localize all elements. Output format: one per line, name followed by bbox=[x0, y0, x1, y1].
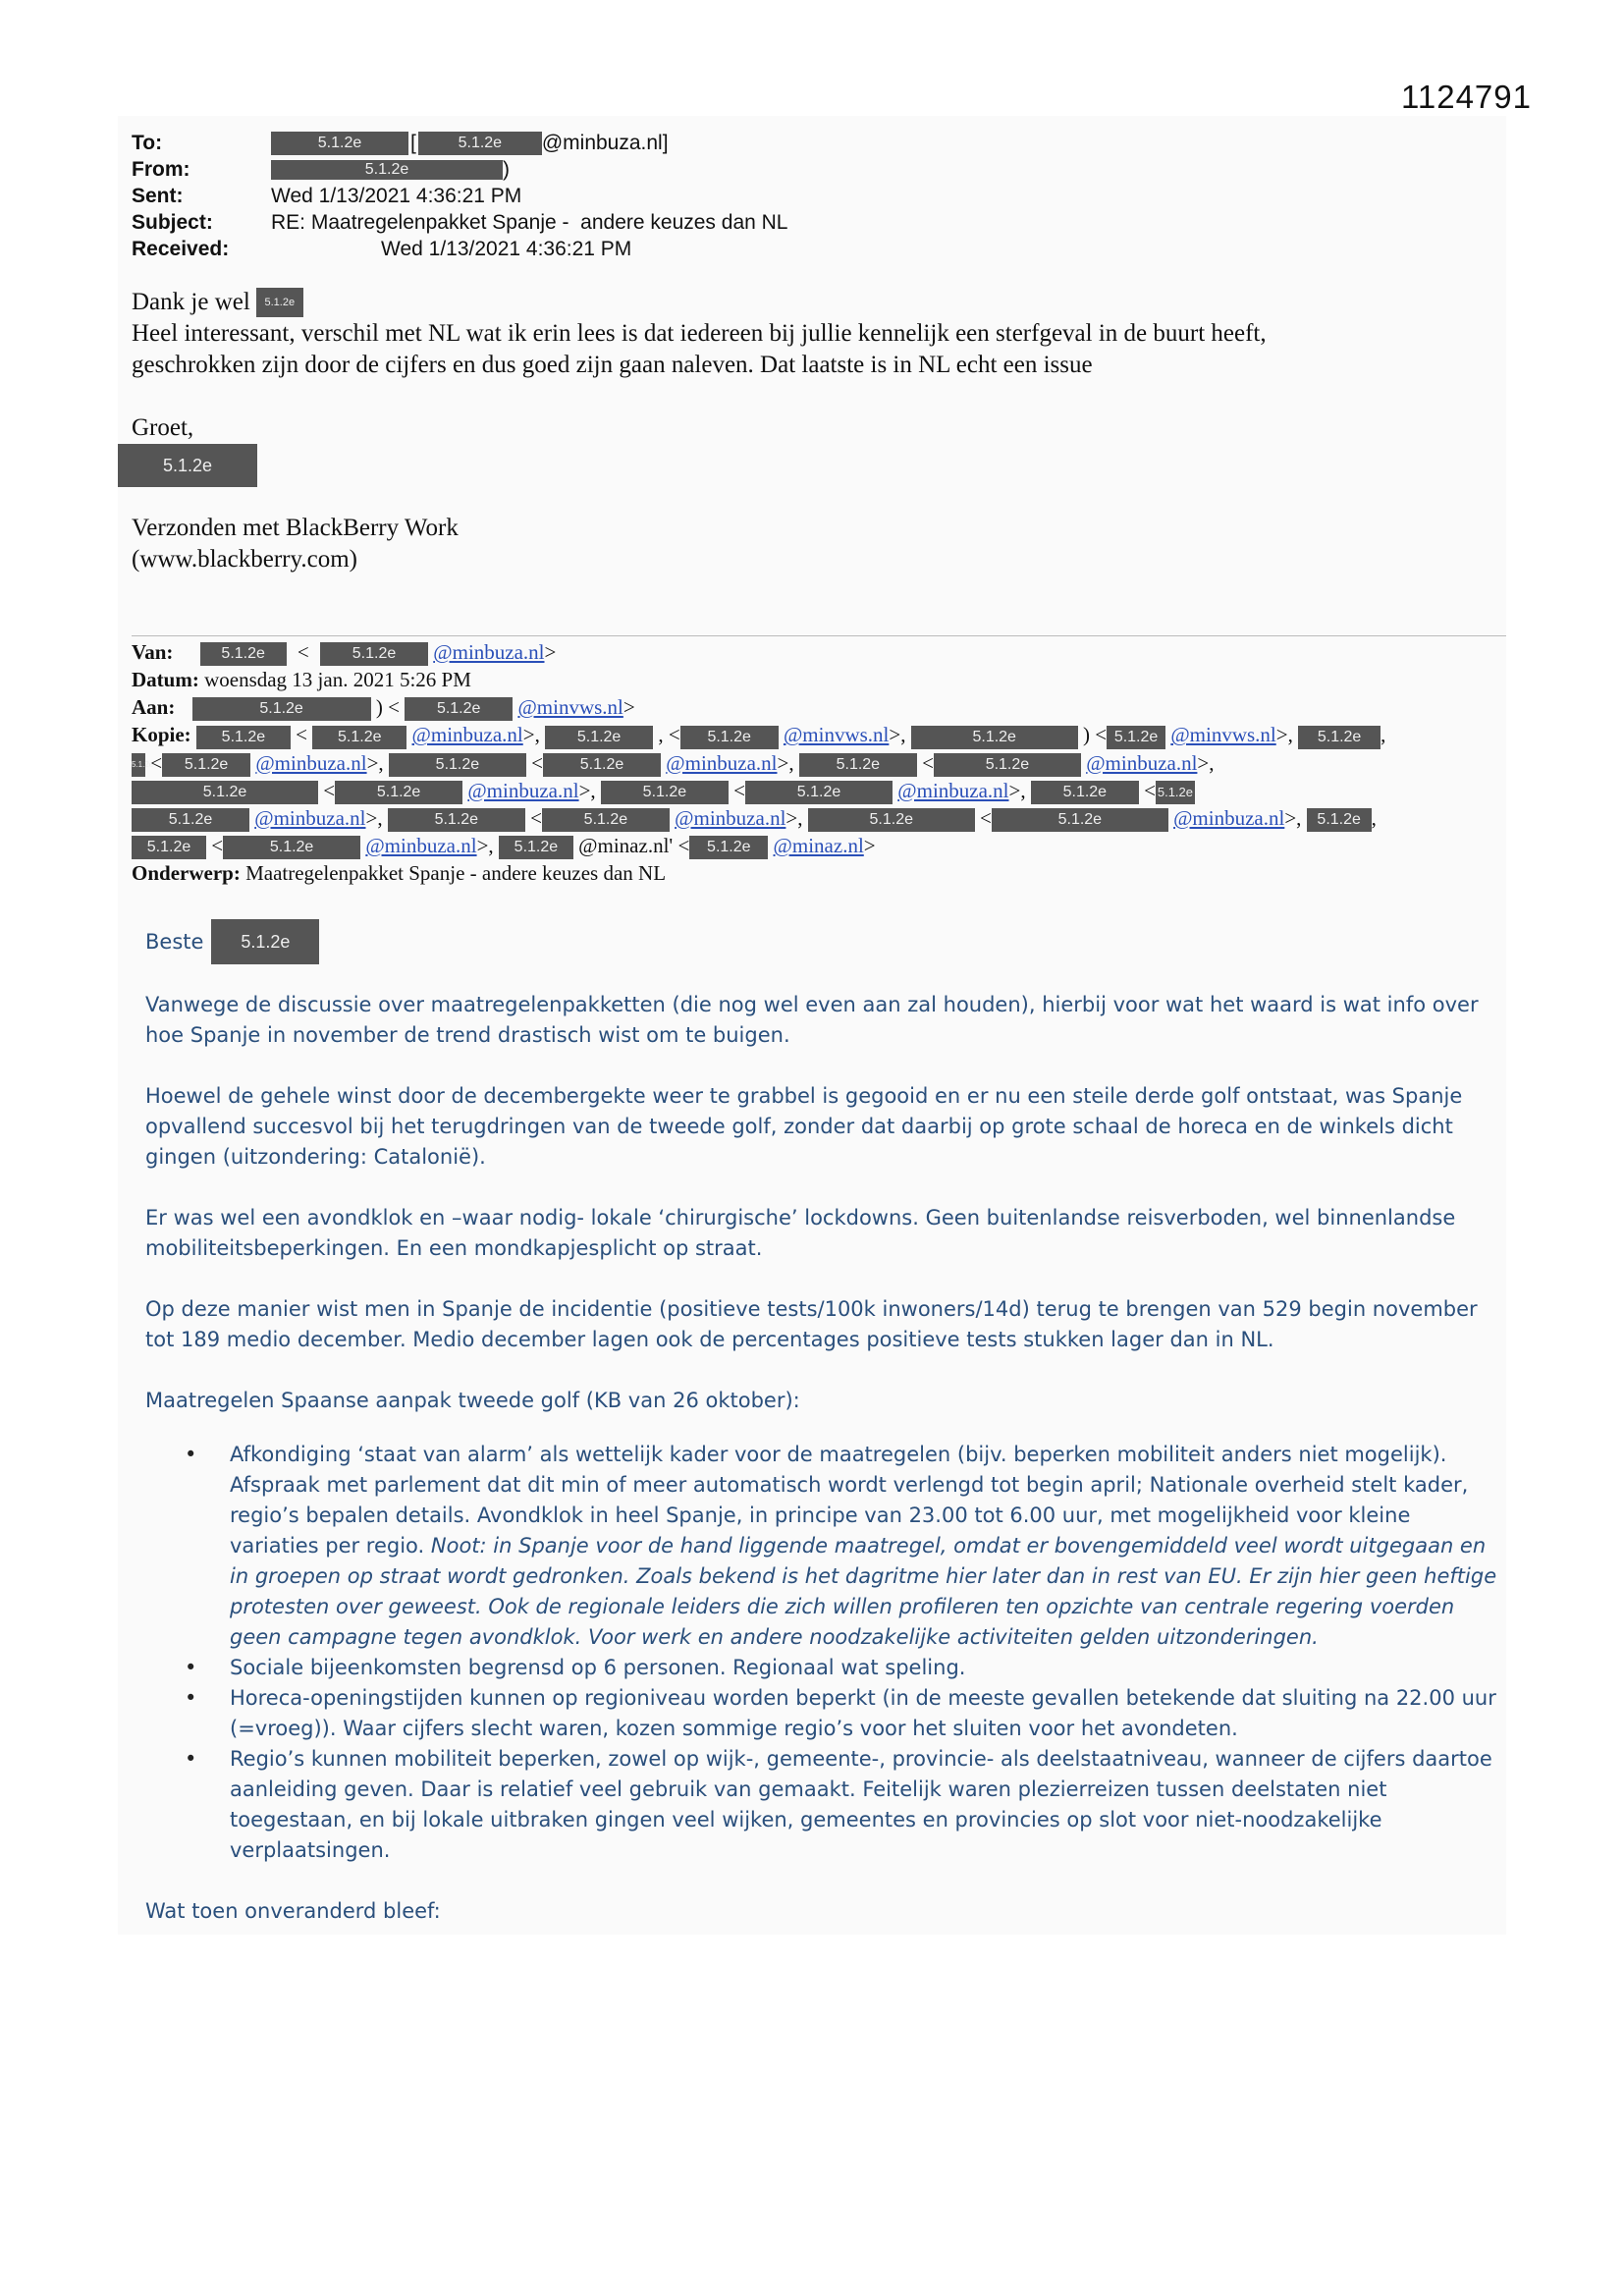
redaction: 5.1.2e bbox=[405, 697, 513, 721]
paragraph: Wat toen onveranderd bleef: bbox=[145, 1899, 441, 1923]
redaction: 5.1.2e bbox=[223, 836, 360, 859]
redaction: 5.1.2e bbox=[934, 753, 1081, 777]
redaction: 5.1.2e bbox=[992, 808, 1168, 832]
redaction: 5.1.2e bbox=[320, 642, 428, 666]
sent-value: Wed 1/13/2021 4:36:21 PM bbox=[271, 185, 522, 207]
email-header bbox=[132, 130, 788, 262]
forwarded-header bbox=[132, 638, 1506, 887]
email-link[interactable]: @minbuza.nl bbox=[666, 750, 778, 775]
sent-with-url: (www.blackberry.com) bbox=[132, 546, 357, 573]
message-body bbox=[145, 919, 1500, 1957]
redaction: 5.1.2e bbox=[162, 753, 250, 777]
closing: Groet, bbox=[132, 414, 194, 441]
email-link[interactable]: @minbuza.nl bbox=[897, 778, 1009, 802]
list-item: • Horeca-openingstijden kunnen op regioniveau worden beperkt (in de meeste gevallen betekende dat sluiting na 22.00 uur (=vroeg)). Waar cijfers slecht waren, kozen sommige regio’s voor het sluiten voor het avondeten. bbox=[145, 1683, 1500, 1744]
redaction: 5.1.2e bbox=[271, 160, 503, 180]
redaction: 5.1.2e bbox=[808, 808, 975, 832]
paragraph: Hoewel de gehele winst door de decembergekte weer te grabbel is gegooid en er nu een steile derde golf ontstaat, was Spanje opvallend succesvol bij het terugdringen van de tweede golf, zonder dat daarbij op grote schaal de horeca en de winkels dicht gingen (uitzondering: Catalonië). bbox=[145, 1084, 1463, 1169]
redaction: 5.1.2e bbox=[388, 808, 525, 832]
email-link[interactable]: @minbuza.nl bbox=[365, 834, 477, 858]
received-row: Received: Wed 1/13/2021 4:36:21 PM bbox=[132, 238, 632, 260]
signature-redaction: 5.1.2e bbox=[118, 444, 257, 487]
redaction: 5.1.2e bbox=[1307, 808, 1372, 832]
kopie-line: 5.1.2e < 5.1.2e @minbuza.nl>, 5.1.2e < 5.1.2e @minbuza.nl>, 5.1.2e < 5.1.2e bbox=[132, 777, 1506, 804]
redaction: 5.1.2e bbox=[601, 781, 729, 804]
redaction: 5.1.2e bbox=[499, 836, 573, 859]
redaction: 5.1.2e bbox=[1107, 726, 1165, 749]
email-link[interactable]: @minbuza.nl bbox=[1173, 805, 1285, 830]
email-link[interactable]: @minbuza.nl bbox=[411, 723, 523, 747]
document-number: 1124791 bbox=[1400, 79, 1532, 115]
greeting: Beste 5.1.2e bbox=[145, 919, 1500, 964]
redaction: 5.1.2e bbox=[543, 753, 661, 777]
aan-line: Aan: 5.1.2e ) < 5.1.2e @minvws.nl> bbox=[132, 693, 1506, 721]
van-line: Van: 5.1.2e < 5.1.2e @minbuza.nl> bbox=[132, 638, 1506, 666]
reply-body bbox=[132, 287, 1506, 575]
email-link[interactable]: @minbuza.nl bbox=[467, 778, 579, 802]
redaction: 5.1.2e bbox=[196, 726, 291, 749]
from-row: From: 5.1.2e ) bbox=[132, 158, 510, 181]
list-item: • Regio’s kunnen mobiliteit beperken, zowel op wijk-, gemeente-, provincie- als deelstaatniveau, wanneer de cijfers daartoe aanleiding geven. Daar is relatief veel gebruik van gemaakt. Feitelijk waren plezierreizen tussen deelstaten niet toegestaan, en bij lokale uitbraken gingen veel wijken, gemeentes en provincies op slot voor niet-noodzakelijke verplaatsingen. bbox=[145, 1744, 1500, 1866]
list-item: • Afkondiging ‘staat van alarm’ als wettelijk kader voor de maatregelen (bijv. beperken mobiliteit anders niet mogelijk). Afspraak met parlement dat dit min of meer automatisch wordt verlengd tot begin april; Nationale overheid stelt kader, regio’s bepalen details. Avondklok in heel Spanje, in principe van 23.00 tot 6.00 uur, met mogelijkheid voor kleine variaties per regio. Noot: in Spanje voor de hand liggende maatregel, omdat er bovengemiddeld veel wordt uitgegaan en in groepen op straat wordt gedronken. Zoals bekend is het dagritme hier later dan in rest van EU. Er zijn hier geen heftige protesten over geweest. Ook de regionale leiders die zich willen profileren ten opzichte van centrale regering voerden geen campagne tegen avondklok. Voor werk en andere noodzakelijke activiteiten gelden uitzonderingen. bbox=[145, 1440, 1500, 1653]
redaction: 5.1.2e bbox=[680, 726, 779, 749]
to-row: To: 5.1.2e [ 5.1.2e @minbuza.nl] bbox=[132, 132, 669, 154]
redaction: 5.1.2e bbox=[335, 781, 462, 804]
subject-row: Subject: RE: Maatregelenpakket Spanje - andere keuzes dan NL bbox=[132, 211, 788, 234]
redaction: 5.1.2e bbox=[200, 642, 287, 666]
email-link[interactable]: @minbuza.nl bbox=[1086, 750, 1198, 775]
redaction: 5.1.2e bbox=[1031, 781, 1139, 804]
redaction: 5.1.2e bbox=[271, 132, 408, 155]
redaction: 5.1.2e bbox=[418, 132, 542, 155]
redaction: 5.1.2e bbox=[132, 808, 249, 832]
redaction: 5.1.2e bbox=[132, 781, 318, 804]
paragraph: Vanwege de discussie over maatregelenpakketten (die nog wel even aan zal houden), hierbij voor wat het waard is wat info over hoe Spanje in november de trend drastisch wist om te buigen. bbox=[145, 993, 1479, 1047]
email-link[interactable]: @minbuza.nl bbox=[255, 750, 367, 775]
redaction: 5.1.2e bbox=[192, 697, 371, 721]
redaction: 5.1.2e bbox=[689, 836, 768, 859]
redaction: 5.1.2e bbox=[132, 836, 206, 859]
redaction: 5.1.2e bbox=[911, 726, 1078, 749]
to-domain: @minbuza.nl] bbox=[541, 132, 669, 154]
list-item: • Sociale bijeenkomsten begrensd op 6 personen. Regionaal wat speling. bbox=[145, 1653, 1500, 1683]
sent-with: Verzonden met BlackBerry Work bbox=[132, 515, 459, 541]
redaction: 5.1.2e bbox=[542, 808, 670, 832]
redaction: 5.1.2e bbox=[132, 753, 145, 777]
redaction: 5.1.2e bbox=[1298, 726, 1380, 749]
paragraph: Op deze manier wist men in Spanje de incidentie (positieve tests/100k inwoners/14d) terug te brengen van 529 begin november tot 189 medio december. Medio december lagen ook de percentages positieve tests stukken lager dan in NL. bbox=[145, 1297, 1478, 1351]
kopie-line: Kopie: 5.1.2e < 5.1.2e @minbuza.nl>, 5.1.2e , < 5.1.2e @minvws.nl>, 5.1.2e ) < 5.1.2e @minvws.nl>, 5.1.2e , bbox=[132, 721, 1506, 748]
sent-row: Sent: Wed 1/13/2021 4:36:21 PM bbox=[132, 185, 522, 207]
redaction: 5.1.2e bbox=[799, 753, 917, 777]
kopie-line: 5.1.2e < 5.1.2e @minbuza.nl>, 5.1.2e < 5.1.2e @minbuza.nl>, 5.1.2e < 5.1.2e @minbuza.nl>, bbox=[132, 749, 1506, 777]
email-link[interactable]: @minbuza.nl bbox=[675, 805, 786, 830]
measures-list bbox=[145, 1440, 1500, 1866]
subject-value: RE: Maatregelenpakket Spanje - andere keuzes dan NL bbox=[271, 211, 788, 234]
email-link[interactable]: @minvws.nl bbox=[783, 723, 890, 747]
kopie-line: 5.1.2e @minbuza.nl>, 5.1.2e < 5.1.2e @minbuza.nl>, 5.1.2e < 5.1.2e @minbuza.nl>, 5.1.2e , bbox=[132, 804, 1506, 832]
paragraph: Er was wel een avondklok en –waar nodig- lokale ‘chirurgische’ lockdowns. Geen buitenlandse reisverboden, wel binnenlandse mobiliteitsbeperkingen. En een mondkapjesplicht op straat. bbox=[145, 1206, 1456, 1260]
email-link[interactable]: @minbuza.nl bbox=[433, 640, 545, 664]
email-link[interactable]: @minbuza.nl bbox=[254, 805, 366, 830]
redaction: 5.1.2e bbox=[211, 919, 319, 964]
kopie-line: 5.1.2e < 5.1.2e @minbuza.nl>, 5.1.2e @minaz.nl' < 5.1.2e @minaz.nl> bbox=[132, 832, 1506, 859]
redaction: 5.1.2e bbox=[745, 781, 893, 804]
redaction: 5.1.2e bbox=[1156, 781, 1195, 804]
received-value: Wed 1/13/2021 4:36:21 PM bbox=[381, 238, 632, 260]
redaction: 5.1.2e bbox=[545, 726, 653, 749]
redaction: 5.1.2e bbox=[312, 726, 406, 749]
thanks-text: Dank je wel bbox=[132, 289, 250, 315]
reply-line: Heel interessant, verschil met NL wat ik erin lees is dat iedereen bij jullie kennelijk een sterfgeval in de buurt heeft, bbox=[132, 320, 1267, 347]
redaction: 5.1.2e bbox=[256, 288, 303, 317]
redaction: 5.1.2e bbox=[389, 753, 526, 777]
email-link[interactable]: @minaz.nl bbox=[773, 834, 864, 858]
datum-line: Datum: woensdag 13 jan. 2021 5:26 PM bbox=[132, 668, 471, 692]
email-link[interactable]: @minvws.nl bbox=[517, 695, 623, 720]
reply-line: geschrokken zijn door de cijfers en dus goed zijn gaan naleven. Dat laatste is in NL echt een issue bbox=[132, 352, 1093, 378]
paragraph: Maatregelen Spaanse aanpak tweede golf (KB van 26 oktober): bbox=[145, 1389, 800, 1412]
separator bbox=[132, 635, 1506, 636]
email-link[interactable]: @minvws.nl bbox=[1170, 723, 1276, 747]
onderwerp-line: Onderwerp: Maatregelenpakket Spanje - andere keuzes dan NL bbox=[132, 861, 667, 886]
